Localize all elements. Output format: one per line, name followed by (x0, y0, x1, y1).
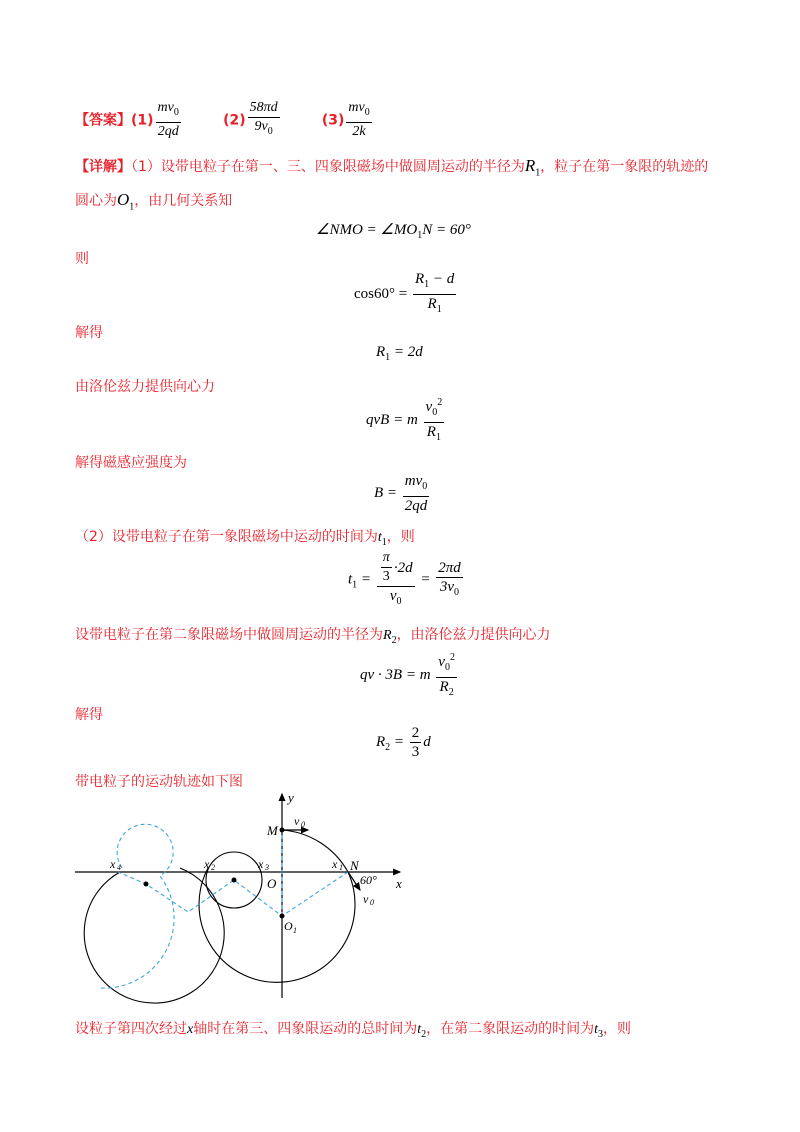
eq7-num: v (438, 654, 445, 670)
sym-t2: t (417, 1022, 422, 1037)
answer-3-label: (3) (321, 112, 345, 129)
answer-1-den: 2qd (157, 123, 179, 139)
sym-R1: R (524, 156, 536, 175)
eq4-num: v (425, 399, 433, 415)
sym-O1: O (117, 190, 130, 209)
label-x2-sub: 2 (211, 863, 215, 872)
q2-a: 设带电粒子在第二象限磁场中做圆周运动的半径为 (75, 627, 383, 643)
sym-x: x (187, 1022, 194, 1037)
equation-R2: $R_2$ = $\frac{2}{3}$ d (376, 725, 431, 760)
eq8-R: R (376, 733, 386, 750)
eq7-den: R (439, 679, 449, 695)
text-q2 (75, 624, 551, 646)
eq6-t: t (348, 571, 353, 588)
sub: 0 (396, 596, 402, 607)
label-x3-sub: 3 (265, 863, 269, 872)
last-c: ，在第二象限运动的时间为 (426, 1021, 595, 1037)
eq2-num-d: − d (429, 271, 455, 287)
label-O1: O (284, 919, 293, 933)
label-N: N (350, 858, 359, 873)
sub: 0 (267, 125, 273, 137)
eq6-rnum: 2πd (438, 559, 461, 576)
eq6-rden: 3v (439, 578, 455, 595)
part2-b: ，则 (386, 529, 415, 545)
sub: 2 (448, 687, 454, 698)
sub: 1 (385, 352, 391, 363)
eq8-den: 3 (411, 744, 420, 760)
sub: 0 (444, 662, 450, 673)
part2-a: （2）设带电粒子在第一象限磁场中运动的时间为 (75, 529, 378, 545)
label-M: M (267, 823, 278, 838)
sym-R2: R (383, 628, 392, 643)
answer-2-label: (2) (223, 112, 246, 129)
detail-text-1b: ，粒子在第一象限的轨迹的 (540, 159, 709, 175)
sub: 2 (421, 1028, 427, 1040)
sub: 1 (381, 536, 387, 548)
label-v0-M: v (294, 814, 300, 828)
eq4-den: R (426, 424, 436, 440)
detail-tag: 【详解】 (75, 159, 131, 175)
equation-qv3B (360, 650, 459, 701)
sub: 1 (436, 304, 442, 315)
sub: 0 (432, 407, 438, 418)
arc-dashed-left (100, 824, 174, 988)
equation-qvB (366, 395, 446, 446)
text-ze: 则 (75, 251, 89, 267)
q2-b: ，由洛伦兹力提供向心力 (396, 627, 551, 643)
answer-3 (346, 100, 371, 140)
text-jiede-2: 解得 (75, 707, 103, 723)
label-x4-sub: 4 (117, 863, 121, 872)
detail-text-2a: 圆心为 (75, 193, 117, 209)
detail-text-2b: ，由几何关系知 (134, 193, 233, 209)
eq1-b: N = 60° (422, 222, 471, 238)
answer-2-den: 9v (254, 119, 268, 134)
text-jiede-b: 解得磁感应强度为 (75, 455, 187, 471)
equation-B (374, 473, 431, 514)
sym-t3: t (594, 1022, 598, 1037)
sub: 0 (173, 106, 179, 118)
eq3-a: R (376, 344, 386, 360)
last-d: ，则 (603, 1021, 631, 1037)
detail-text-1: （1）设带电粒子在第一、三、四象限磁场中做圆周运动的半径为 (131, 159, 525, 175)
label-O: O (267, 876, 277, 891)
last-a: 设粒子第四次经过 (75, 1021, 187, 1037)
arc-left-big (84, 868, 224, 1003)
answer-1-label: (1) (131, 112, 154, 129)
label-x2: x (204, 857, 210, 871)
label-x1-sub: 1 (339, 863, 343, 872)
equation-t1: $t_1$ = $\frac{\pi}{3}$ ·2d $v_0$ = $\frac{2\pi d}{3v_0}$ (348, 550, 461, 607)
text-lorentz-1: 由洛伦兹力提供向心力 (75, 379, 215, 395)
eq2-a: cos60° = (354, 285, 408, 302)
point-c3 (144, 882, 149, 887)
label-v0-N: v (363, 892, 369, 906)
label-v0-N-sub: 0 (370, 898, 374, 907)
eq2-num-R: R (414, 271, 425, 287)
answer-3-den: 2k (352, 123, 366, 139)
eq6-2d: ·2d (393, 559, 413, 576)
eq8-num: 2 (411, 725, 420, 741)
answer-2 (248, 100, 280, 140)
arc-fourth-third (199, 868, 355, 982)
sub: 1 (424, 279, 430, 290)
label-x: x (396, 876, 402, 891)
sub: 0 (364, 106, 370, 118)
label-angle: 60° (360, 873, 377, 887)
trajectory-figure (60, 788, 420, 1008)
eq5-den: 2qd (404, 498, 428, 514)
eq6-pi: π (381, 550, 392, 568)
sub: 3 (598, 1028, 603, 1040)
sub: 1 (417, 230, 423, 241)
sub: 1 (535, 167, 541, 179)
eq6-three: 3 (382, 569, 390, 584)
eq3-b: = 2d (390, 344, 423, 360)
answer-2-num: 58πd (248, 100, 280, 118)
text-last (75, 1018, 631, 1040)
answer-tag: 【答案】 (75, 112, 131, 129)
text-part2 (75, 526, 415, 548)
eq2-den: R (427, 296, 437, 312)
answer-line (75, 100, 374, 140)
sup: 2 (437, 397, 443, 408)
eq8-d: d (423, 733, 431, 750)
sub: 0 (454, 586, 460, 598)
label-O1-sub: 1 (293, 926, 297, 935)
answer-1-num: mv (157, 100, 174, 115)
equation-cos60 (354, 271, 458, 318)
sub: 0 (422, 481, 428, 492)
sub: 2 (385, 741, 391, 753)
detail-line-1 (75, 156, 708, 178)
label-y: y (288, 790, 294, 805)
point-O1 (280, 914, 285, 919)
sym-t1: t (377, 530, 382, 545)
eq1-a: ∠NMO = ∠MO (316, 222, 418, 238)
eq6-den: v (389, 588, 397, 604)
sub: 1 (435, 432, 441, 443)
equation-R1 (376, 344, 423, 363)
eq5-a: B = (374, 484, 398, 501)
v0-arrow-N (348, 872, 360, 890)
text-trajectory: 带电粒子的运动轨迹如下图 (75, 774, 243, 790)
eq4-a: qvB = m (366, 411, 418, 428)
text-jiede-1: 解得 (75, 325, 103, 341)
eq5-num: mv (404, 473, 423, 489)
detail-line-2 (75, 190, 232, 212)
sup: 2 (449, 652, 455, 663)
sub: 1 (129, 201, 135, 213)
equation-angles (316, 220, 471, 241)
answer-3-num: mv (348, 100, 365, 115)
eq7-a: qv · 3B = m (360, 666, 431, 683)
label-x1: x (332, 857, 338, 871)
label-x4: x (110, 857, 116, 871)
label-v0-M-sub: 0 (301, 820, 305, 829)
label-x3: x (258, 857, 264, 871)
sub: 1 (352, 579, 358, 591)
point-c2 (232, 878, 237, 883)
last-b: 轴时在第三、四象限运动的总时间为 (193, 1021, 418, 1037)
sub: 2 (391, 634, 397, 646)
answer-1 (156, 100, 181, 140)
